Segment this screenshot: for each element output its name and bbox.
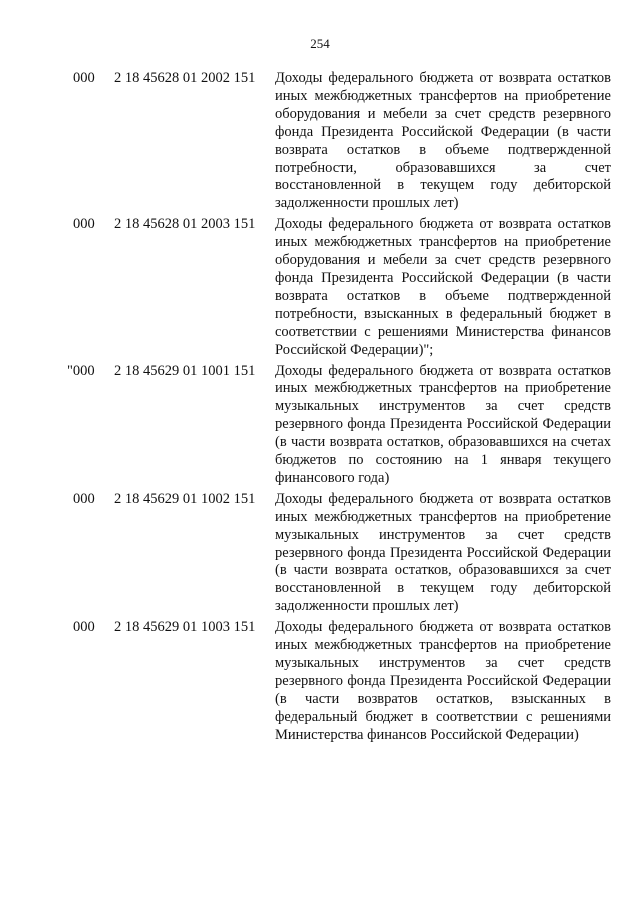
administrator-code: 000 bbox=[73, 70, 95, 86]
table-row bbox=[0, 619, 640, 744]
budget-classification-code: 2 18 45629 01 1001 151 bbox=[114, 362, 256, 379]
administrator-code: "000 bbox=[67, 362, 95, 379]
budget-classification-code: 2 18 45629 01 1003 151 bbox=[114, 619, 256, 636]
budget-code-list bbox=[0, 70, 640, 748]
income-description: Доходы федерального бюджета от возврата остатков иных межбюджетных трансфертов на приобретение музыкальных инструментов за счет средств резервного фонда Президента Российской Федерации (в части возврата остатков, образовавшихся за счет восстановленной в текущем году дебиторской задолженности прошлых лет) bbox=[275, 490, 611, 615]
income-description: Доходы федерального бюджета от возврата остатков иных межбюджетных трансфертов на приобретение музыкальных инструментов за счет средств резервного фонда Президента Российской Федерации (в части возвратов остатков, взысканных в федеральный бюджет в соответствии с решениями Министерства финансов Российской Федерации) bbox=[275, 619, 611, 743]
budget-classification-code: 2 18 45629 01 1002 151 bbox=[114, 490, 256, 507]
administrator-code: 000 bbox=[73, 216, 95, 233]
page-number: 254 bbox=[310, 36, 330, 51]
administrator-code: 000 bbox=[73, 490, 95, 507]
budget-classification-code: 2 18 45628 01 2003 151 bbox=[114, 216, 256, 233]
budget-classification-code: 2 18 45628 01 2002 151 bbox=[114, 70, 256, 86]
table-row bbox=[0, 491, 640, 616]
income-description: Доходы федерального бюджета от возврата остатков иных межбюджетных трансфертов на приобретение музыкальных инструментов за счет средств резервного фонда Президента Российской Федерации (в части возврата остатков, образовавшихся на счетах бюджетов по состоянию на 1 января текущего финансового года) bbox=[275, 362, 611, 486]
table-row bbox=[0, 70, 640, 213]
table-row bbox=[0, 363, 640, 488]
table-row bbox=[0, 216, 640, 359]
income-description: Доходы федерального бюджета от возврата остатков иных межбюджетных трансфертов на приобретение оборудования и мебели за счет средств резервного фонда Президента Российской Федерации (в части возврата остатков в объеме подтвержденной потребности, образовавшихся за счет восстановленной в текущем году дебиторской задолженности прошлых лет) bbox=[275, 70, 611, 212]
administrator-code: 000 bbox=[73, 619, 95, 636]
income-description: Доходы федерального бюджета от возврата остатков иных межбюджетных трансфертов на приобретение оборудования и мебели за счет средств резервного фонда Президента Российской Федерации (в части возврата остатков в объеме подтвержденной потребности, взысканных в федеральный бюджет в соответствии с решениями Министерства финансов Российской Федерации)"; bbox=[275, 216, 611, 358]
